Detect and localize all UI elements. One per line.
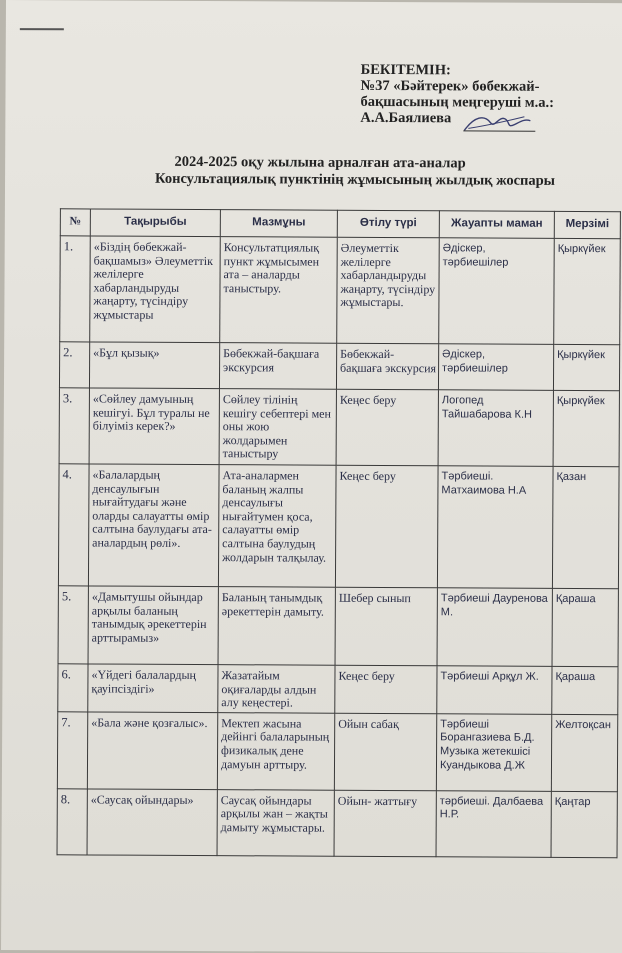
row-date: Қыркүйек (553, 390, 619, 466)
row-form: Шебер сынып (335, 587, 437, 666)
row-topic: «Бала және қозғалыс». (87, 712, 217, 790)
header-date: Мерзімі (554, 211, 620, 238)
row-topic: «Бұл қызық» (89, 342, 219, 389)
row-number: 3. (59, 388, 89, 464)
row-responsible: Логопед Тайшабарова К.Н (438, 390, 553, 467)
row-topic: «Саусақ ойындары» (87, 789, 217, 856)
row-topic: «Балалардың денсаулығын нығайтудағы және оларды салауатты өмір салтына баулудағы ата-аналардың рөлі». (88, 464, 219, 587)
row-responsible: тәрбиеші. Далбаева Н.Р. (436, 791, 551, 858)
table-row (60, 236, 621, 345)
row-number: 5. (58, 586, 88, 664)
approval-heading: БЕКІТЕМІН: (360, 61, 451, 79)
table-row (57, 789, 617, 858)
row-responsible: Тәрбиеші Борангазиева Б.Д. Музыка жетекшісі Куандыкова Д.Ж (436, 714, 551, 792)
row-number: 7. (57, 712, 87, 789)
header-topic: Тақырыбы (90, 209, 220, 237)
row-number: 6. (58, 664, 88, 712)
row-content: Ата-аналармен баланың жалпы денсаулығы нығайтумен қоса, салауатты өмір салтына баулудың жолдарын талқылау. (218, 465, 336, 588)
approval-name: А.А.Баялиева (360, 109, 452, 127)
row-form: Әлеуметтік желілерге хабарландыруды жаңарту, түсіндіру жұмыстары. (337, 237, 440, 344)
row-date: Қыркүйек (554, 238, 621, 344)
document-title (155, 153, 556, 190)
row-content: Баланың танымдық әрекеттерін дамыту. (218, 587, 335, 666)
title-line-1: 2024-2025 оқу жылына арналған ата-аналар (174, 153, 466, 172)
row-content: Консультатциялық пункт жұмысымен ата – аналарды таныстыру. (220, 237, 338, 344)
table-header-row (60, 209, 620, 239)
row-form: Кеңес беру (335, 465, 438, 588)
row-content: Сөйлеу тілінің кешігу себептері мен оны жою жолдарымен таныстыру (219, 389, 336, 466)
row-responsible: Тәрбиеші Арқұл Ж. (437, 666, 552, 714)
header-responsible: Жауапты маман (439, 211, 554, 239)
row-form: Ойын- жаттығу (334, 790, 436, 857)
row-responsible: Тәрбиеші Дауренова М. (437, 588, 552, 667)
row-responsible: Әдіскер, тәрбиешілер (438, 344, 553, 391)
row-content: Бөбекжай-бақшаға экскурсия (219, 343, 336, 390)
row-topic: «Үйдегі балалардың қауіпсіздігі» (88, 664, 218, 712)
table-row (59, 388, 619, 467)
row-responsible: Әдіскер, тәрбиешілер (439, 238, 555, 345)
table-row (58, 464, 619, 589)
signature-icon (460, 110, 540, 136)
row-number: 4. (58, 464, 89, 586)
header-number: № (60, 209, 90, 236)
table-row (58, 586, 618, 667)
row-number: 2. (59, 342, 89, 388)
approval-institution: №37 «Бәйтерек» бөбекжай- (360, 77, 540, 95)
row-date: Қазан (552, 466, 619, 588)
row-number: 1. (60, 236, 91, 342)
row-date: Қыркүйек (553, 344, 619, 390)
row-topic: «Біздің бөбекжай-бақшамыз» Әлеуметтік желілерге хабарландыруды жаңарту, түсіндіру жұмыстары (90, 236, 221, 343)
document-page (1, 0, 622, 953)
header-form: Өтілу түрі (337, 210, 439, 238)
table-row (58, 664, 618, 715)
row-content: Саусақ ойындары арқылы жан – жақты дамыту жұмыстары. (217, 789, 334, 856)
title-line-2: Консультациялық пунктінің жұмысының жылдық жоспары (155, 170, 556, 189)
row-date: Қараша (552, 588, 618, 666)
page-mark (20, 28, 64, 30)
row-date: Желтоқсан (551, 714, 617, 791)
row-form: Бөбекжай-бақшаға экскурсия (336, 343, 438, 390)
row-form: Ойын сабақ (334, 713, 436, 791)
row-form: Кеңес беру (335, 665, 437, 713)
table-row (57, 712, 617, 792)
row-number: 8. (57, 789, 87, 855)
row-topic: «Сөйлеу дамуының кешігуі. Бұл туралы не білуіміз керек?» (89, 388, 219, 465)
table-row (59, 342, 619, 391)
row-form: Кеңес беру (336, 389, 438, 466)
header-content: Мазмұны (220, 210, 337, 238)
plan-table (57, 208, 621, 858)
row-content: Жазатайым оқиғаларды алдын алу кеңестері. (218, 665, 335, 713)
row-responsible: Тәрбиеші. Матхаимова Н.А (437, 466, 553, 589)
row-topic: «Дамытушы ойындар арқылы баланың танымдық әрекеттерін арттырамыз» (88, 586, 218, 665)
row-content: Мектеп жасына дейінгі балаларының физикалық дене дамуын арттыру. (217, 712, 334, 790)
approval-position: бақшасының меңгерушi м.а.: (360, 93, 554, 111)
row-date: Қараша (552, 666, 618, 714)
row-date: Қаңтар (551, 791, 617, 857)
